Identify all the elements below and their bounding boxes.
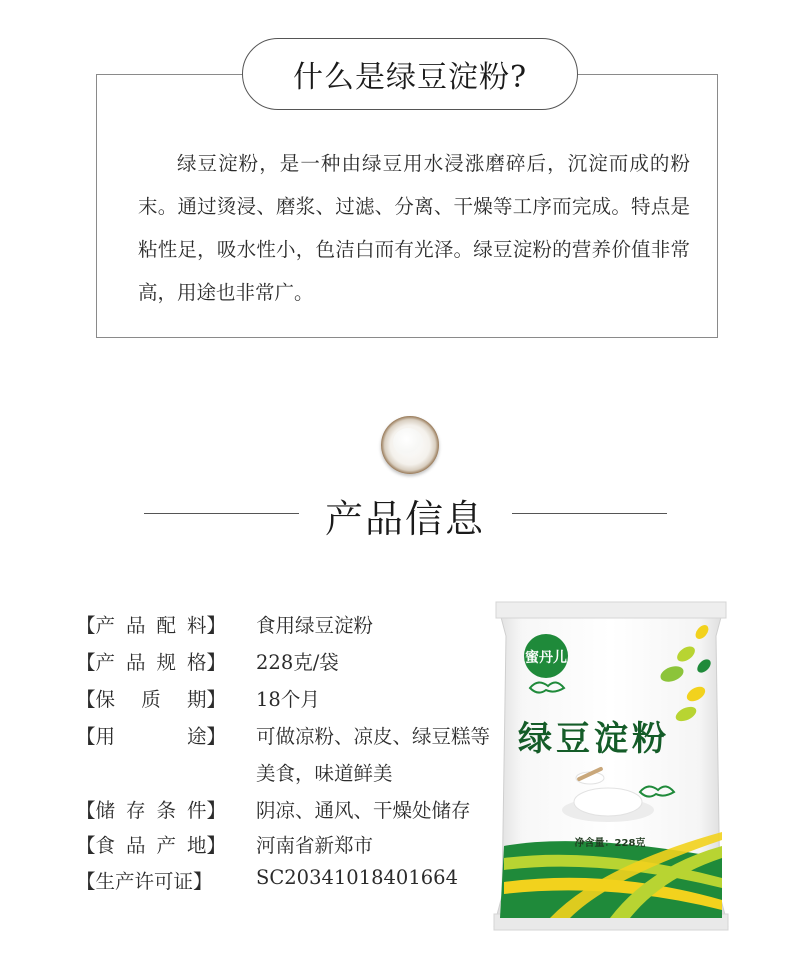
spec-value: 美食，味道鲜美 (256, 762, 393, 785)
product-info-title: 产品信息 (324, 497, 485, 541)
spec-value: 18个月 (256, 688, 320, 711)
spec-label: 【保 质 期】 (76, 688, 226, 711)
spec-value: 阴凉、通风、干燥处储存 (256, 799, 471, 822)
spec-value: 228克/袋 (256, 651, 339, 674)
spec-value: SC20341018401664 (256, 866, 458, 889)
spec-value: 食用绿豆淀粉 (256, 614, 374, 637)
intro-paragraph: 绿豆淀粉，是一种由绿豆用水浸涨磨碎后，沉淀而成的粉末。通过烫浸、磨浆、过滤、分离、干燥等工序而完成。特点是粘性足，吸水性小，色洁白而有光泽。绿豆淀粉的营养价值非常高，用途也非常广。 (138, 152, 690, 304)
title-rule-right (512, 513, 667, 514)
product-bag (490, 596, 732, 932)
starch-bowl-icon (381, 416, 439, 474)
spec-label: 【生产许可证】 (76, 870, 213, 893)
spec-label: 【食 品 产 地】 (76, 834, 226, 857)
spec-label: 【储 存 条 件】 (76, 799, 226, 822)
bag-net-weight: 净含量：228克 (574, 838, 646, 849)
spec-label: 【产 品 规 格】 (76, 651, 226, 674)
spec-label: 【产 品 配 料】 (76, 614, 226, 637)
brand-logo-text: 蜜丹儿 (525, 650, 567, 666)
spec-value: 河南省新郑市 (256, 834, 374, 857)
bag-product-name: 绿豆淀粉 (518, 719, 670, 759)
intro-title: 什么是绿豆淀粉? (242, 38, 578, 110)
spec-value: 可做凉粉、凉皮、绿豆糕等 (256, 725, 491, 748)
title-rule-left (144, 513, 299, 514)
spec-label: 【用 途】 (76, 725, 226, 748)
